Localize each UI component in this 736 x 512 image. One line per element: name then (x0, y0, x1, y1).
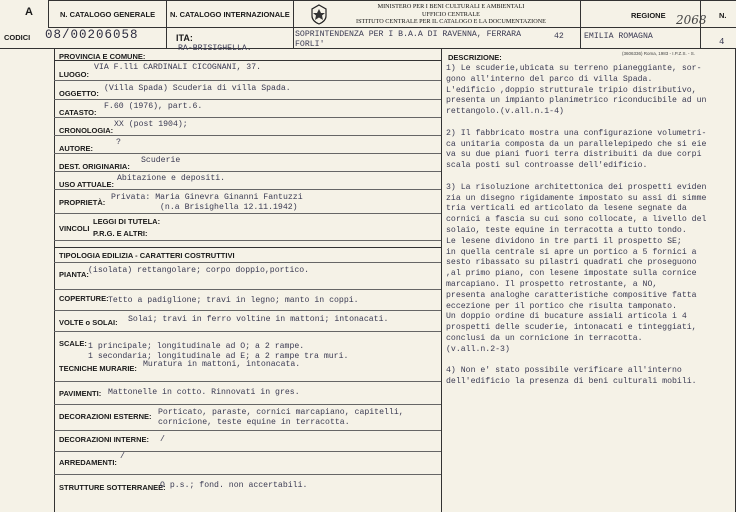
descrizione-line: cornici a fascia su cui sono collocate, a livello del (446, 215, 707, 225)
oggetto-label: OGGETTO: (59, 89, 99, 98)
ministry-line-3: ISTITUTO CENTRALE PER IL CATALOGO E LA DOCUMENTAZIONE (356, 18, 546, 25)
strutture-label: STRUTTURE SOTTERRANEE: (59, 483, 166, 492)
print-code: (3606336) Roma, 1983 - I.P.Z.S. - S. (622, 51, 695, 56)
catasto-label: CATASTO: (59, 108, 97, 117)
descrizione-line: eccezione per il portico che risulta tamponato. (446, 301, 677, 311)
descrizione-line: presenta analoghe caratteristiche compositive fatta (446, 290, 697, 300)
ita-label: ITA: (176, 33, 193, 43)
descrizione-line: dell'edificio la presenza di beni culturali mobili. (446, 377, 697, 387)
descrizione-line: conclusi da un cornicione in terracotta. (446, 333, 643, 343)
descrizione-line: presenta un impianto planimetrico riconducibile ad un (446, 96, 707, 106)
descrizione-line: gono all'interno del parco di villa Spada. (446, 74, 653, 84)
descrizione-line (446, 356, 733, 367)
regione-handwritten: 2068 (676, 13, 707, 27)
ministry-heading (336, 3, 566, 26)
descrizione-line: solaio, teste equine in terracotta a tutto tondo. (446, 225, 687, 235)
soprintendenza: SOPRINTENDENZA PER I B.A.A DI RAVENNA, FERRARA (295, 30, 522, 39)
proprieta-value-1: Privata: Maria Ginevra Ginanni Fantuzzi (111, 193, 303, 202)
prg-label: P.R.G. E ALTRI: (93, 229, 148, 238)
arredamenti-value: / (120, 452, 125, 461)
provincia-label: PROVINCIA E COMUNE: (59, 52, 146, 61)
descrizione-line: Un doppio ordine di bucature assiali articola i 4 (446, 312, 687, 322)
autore-label: AUTORE: (59, 144, 94, 153)
oggetto-value: (Villa Spada) Scuderia di villa Spada. (104, 84, 291, 93)
ministry-emblem-icon (308, 3, 330, 25)
luogo-label: LUOGO: (59, 70, 89, 79)
uso-label: USO ATTUALE: (59, 180, 114, 189)
proprieta-label: PROPRIETÀ: (59, 198, 106, 207)
pavimenti-label: PAVIMENTI: (59, 389, 102, 398)
descrizione-line: rettangolo.(v.all.n.1-4) (446, 107, 564, 117)
scale-value-2: 1 secondaria; longitudinale ad E; a 2 rampe tra muri. (88, 352, 349, 361)
descrizione-line: zia un disegno rigidamente impostato su assi di simme (446, 193, 707, 203)
dest-label: DEST. ORIGINARIA: (59, 162, 130, 171)
cronologia-value: XX (post 1904); (114, 120, 188, 129)
decorazioni-esterne-label: DECORAZIONI ESTERNE: (59, 412, 152, 421)
descrizione-line: prospetti delle scuderie, intonacati e tinteggiati, (446, 323, 697, 333)
catalogo-generale-label: N. CATALOGO GENERALE (60, 10, 156, 19)
ministry-line-2: UFFICIO CENTRALE (422, 10, 480, 18)
section-letter-box (8, 2, 48, 24)
descrizione-text (446, 64, 733, 388)
section-letter: A (25, 6, 33, 18)
decorazioni-interne-value: / (160, 435, 165, 444)
volte-value: Solai; travi in ferro voltine in mattoni; intonacati. (128, 315, 389, 324)
region-name: EMILIA ROMAGNA (584, 32, 653, 41)
luogo-value: VIA F.lli CARDINALI CICOGNANI, 37. (94, 63, 262, 72)
ministry-line-1: MINISTERO PER I BENI CULTURALI E AMBIENTALI (377, 3, 525, 10)
n-label: N. (719, 11, 727, 20)
provincia-value: RA-BRISIGHELLA. (178, 44, 252, 53)
descrizione-line: 4) Non e' stato possibile verificare all'interno (446, 366, 682, 376)
n-value: 4 (719, 37, 725, 47)
catasto-value: F.60 (1976), part.6. (104, 102, 203, 111)
descrizione-line: L'edificio ,doppio strutturale tripio distributivo, (446, 85, 697, 95)
scale-label: SCALE: (59, 339, 87, 348)
regione-label: REGIONE (631, 11, 666, 20)
proprieta-value-2: (n.a Brisighella 12.11.1942) (160, 203, 298, 212)
coperture-label: COPERTURE: (59, 294, 109, 303)
descrizione-label: DESCRIZIONE: (448, 53, 502, 62)
decorazioni-esterne-value-1: Porticato, paraste, cornici marcapiano, capitelli, (158, 408, 404, 417)
catalogo-internazionale-label: N. CATALOGO INTERNAZIONALE (170, 10, 290, 19)
descrizione-line: ca unitaria composta da un parallelepipedo che si eie (446, 139, 707, 149)
region-code: 42 (554, 32, 564, 41)
tipologia-title: TIPOLOGIA EDILIZIA - CARATTERI COSTRUTTIVI (59, 251, 235, 260)
tecniche-label: TECNICHE MURARIE: (59, 364, 137, 373)
pianta-label: PIANTA: (59, 270, 89, 279)
descrizione-line: 3) La risoluzione architettonica dei prospetti eviden (446, 182, 707, 192)
descrizione-line: ,al primo piano, con lesene impostate sulla cornice (446, 269, 697, 279)
pianta-value: (isolata) rettangolare; corpo doppio,portico. (88, 266, 310, 275)
decorazioni-esterne-value-2: cornicione, teste equine in terracotta. (158, 418, 350, 427)
decorazioni-interne-label: DECORAZIONI INTERNE: (59, 435, 149, 444)
volte-label: VOLTE o SOLAI: (59, 318, 118, 327)
descrizione-line: (v.all.n.2-3) (446, 344, 510, 354)
descrizione-line (446, 118, 733, 129)
descrizione-line: sesto ribassato su pilastri quadrati che proseguono (446, 258, 697, 268)
leggi-label: LEGGI DI TUTELA: (93, 217, 161, 226)
codici-label: CODICI (4, 33, 31, 42)
descrizione-line (446, 172, 733, 183)
scale-value-1: 1 principale; longitudinale ad O; a 2 rampe. (88, 342, 305, 351)
coperture-value: Tetto a padiglione; travi in legno; manto in coppi. (108, 296, 359, 305)
descrizione-line: 1) Le scuderie,ubicata su terreno pianeggiante, sor- (446, 64, 702, 73)
dest-value: Scuderie (141, 156, 181, 165)
codici-value: 08/00206058 (45, 28, 139, 42)
uso-value: Abitazione e depositi. (117, 174, 226, 183)
descrizione-line: tria verticali ed articolato da lesene segnate da (446, 204, 687, 214)
vincoli-label: VINCOLI (59, 224, 90, 233)
descrizione-line: 2) Il fabbricato mostra una configurazione volumetri- (446, 128, 707, 138)
tecniche-value: Muratura in mattoni, intonacata. (143, 360, 301, 369)
descrizione-line: Le lesene dividono in tre parti il prospetto SE; (446, 236, 682, 246)
cronologia-label: CRONOLOGIA: (59, 126, 114, 135)
pavimenti-value: Mattonelle in cotto. Rinnovati in gres. (108, 388, 300, 397)
descrizione-line: marcapiano. Il prospetto retrostante, a NO, (446, 279, 658, 289)
descrizione-line: in quella centrale si apre un portico a 5 fornici a (446, 247, 697, 257)
autore-value: ? (116, 138, 121, 147)
arredamenti-label: ARREDAMENTI: (59, 458, 117, 467)
strutture-value: O p.s.; fond. non accertabili. (160, 481, 308, 490)
descrizione-line: va su due piani fuori terra distribuiti da due corpi (446, 150, 702, 160)
descrizione-line: scala posti sul controasse dell'edificio. (446, 161, 648, 171)
soprintendenza-2: FORLI' (295, 40, 325, 49)
